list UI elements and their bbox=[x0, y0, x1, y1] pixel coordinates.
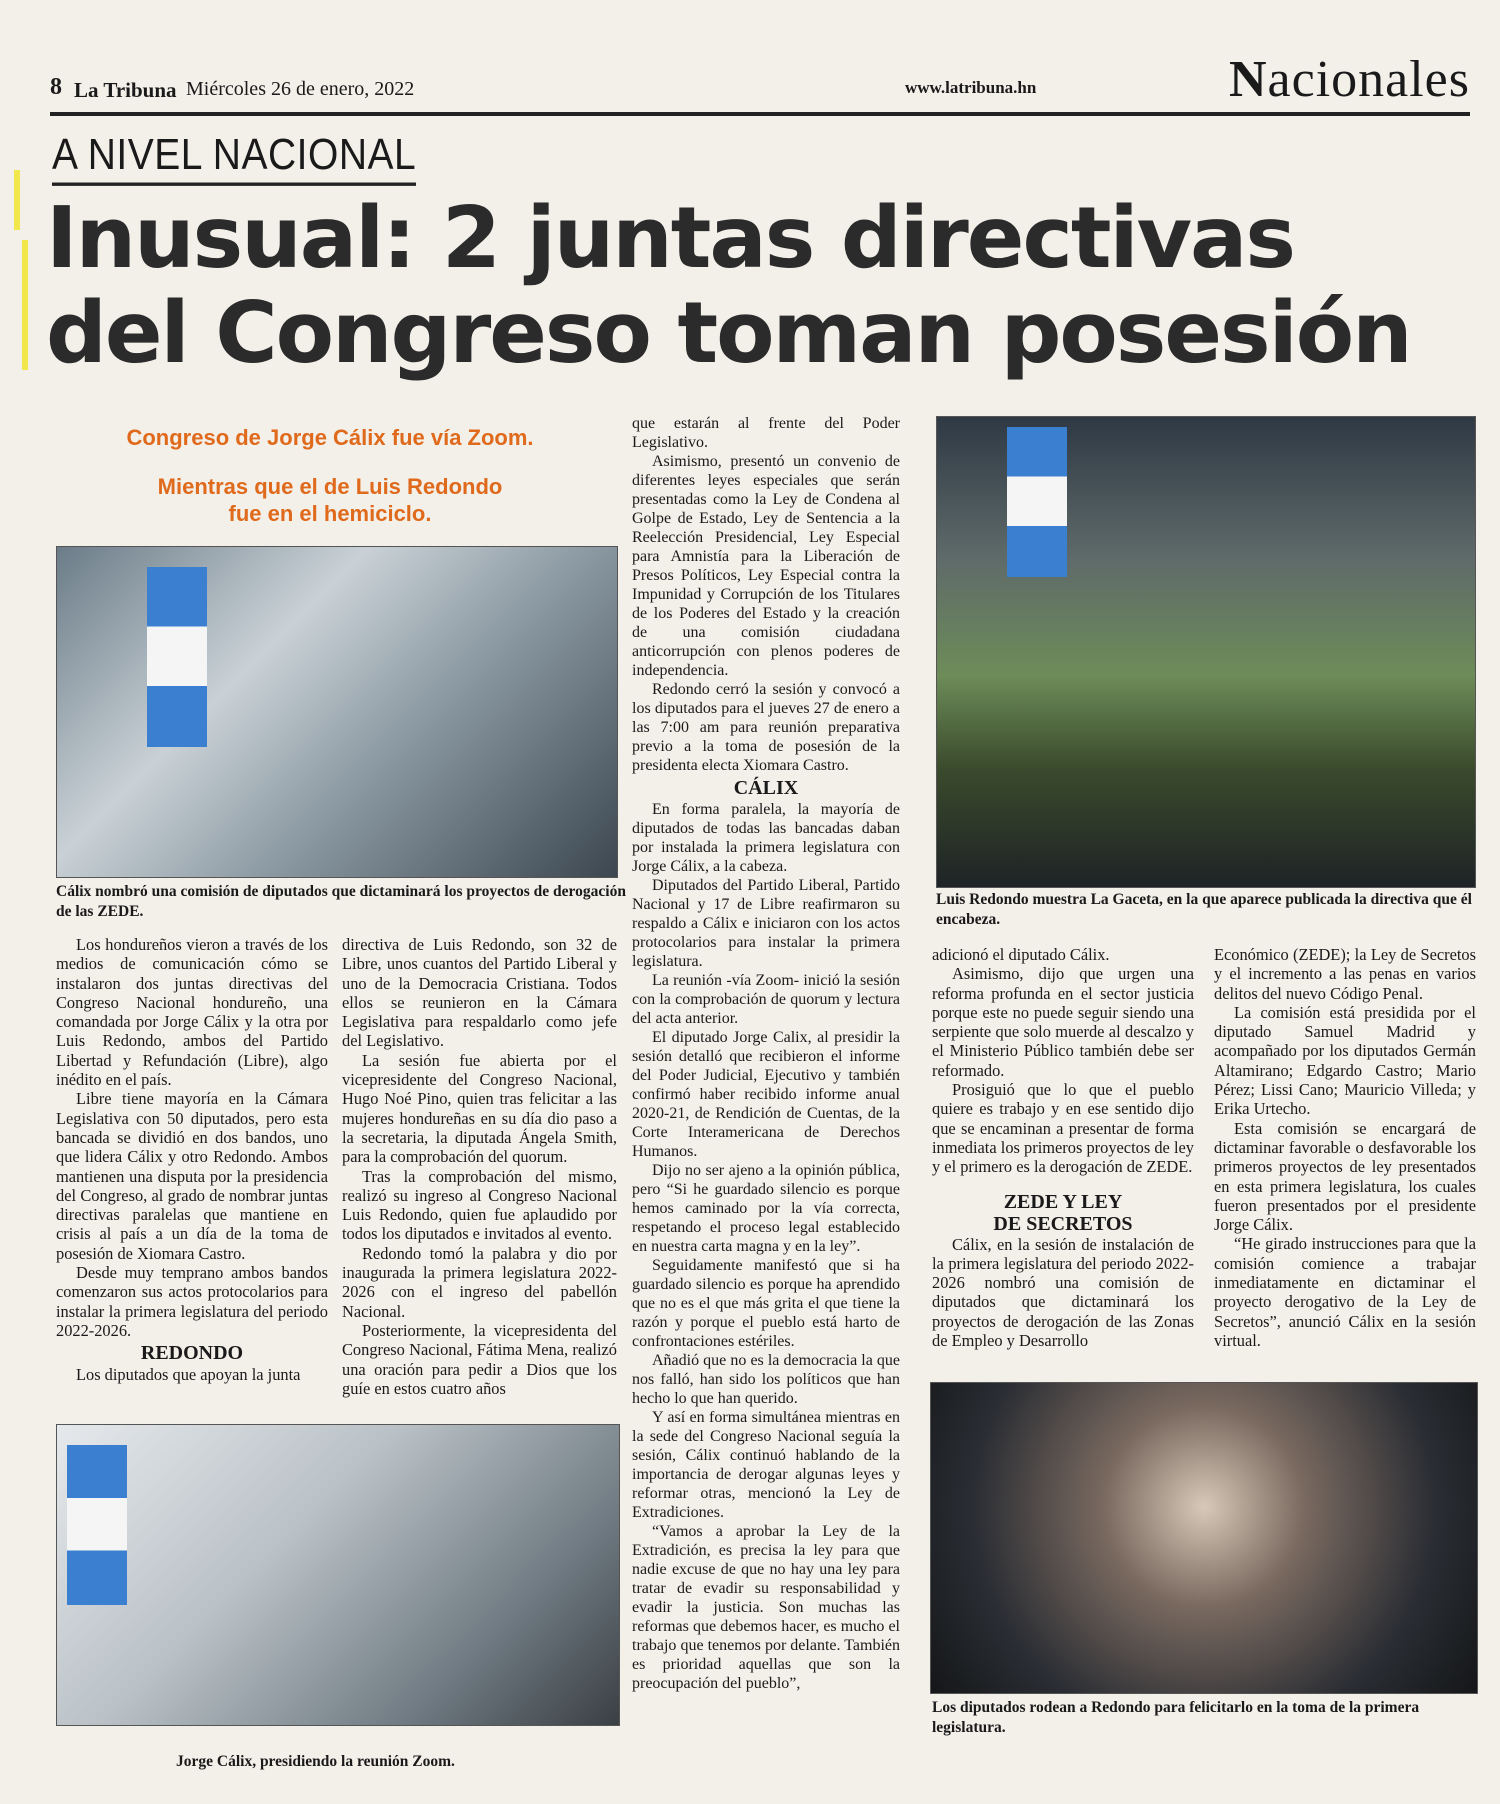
caption-photo-2: Luis Redondo muestra La Gaceta, en la que aparece publicada la directiva que él encabeza. bbox=[936, 891, 1472, 928]
paragraph: Libre tiene mayoría en la Cámara Legislativa con 50 diputados, pero esta bancada se dividió en dos bandos, uno que lidera Cálix y otro Redondo. Ambos mantienen una disputa por la presidencia del Congreso, al grado de nombrar juntas directivas paralelas que mantiene en crisis al país a un día de la toma de posesión de Xiomara Castro. bbox=[56, 1089, 328, 1263]
caption-photo-4: Los diputados rodean a Redondo para felicitarlo en la toma de la primera legislatura. bbox=[932, 1699, 1420, 1736]
subhead-redondo: REDONDO bbox=[140, 1342, 244, 1365]
headline-line-2: del Congreso toman posesión bbox=[46, 284, 1411, 383]
website-url: www.latribuna.hn bbox=[905, 78, 1037, 97]
highlighter-mark bbox=[0, 170, 38, 370]
paragraph: “Vamos a aprobar la Ley de la Extradición, es precisa la ley para que nadie excuse de que no hay una ley para tratar de evadir su responsabilidad y evadir la justicia. Son muchas las reformas que debemos hacer, es mucho el trabajo que tenemos por delante. También es prioridad aquellas que son la preocupación del pueblo”, bbox=[632, 1523, 900, 1692]
subhead-calix: CÁLIX bbox=[733, 777, 799, 799]
page-header bbox=[50, 51, 1470, 108]
paragraph: directiva de Luis Redondo, son 32 de Libre, unos cuantos del Partido Liberal y uno de la Democracia Cristiana. Todos ellos se reunieron en la Cámara Legislativa para respaldarlo como jefe del Legislativo. bbox=[342, 935, 617, 1051]
honduras-flag bbox=[1007, 427, 1067, 577]
caption-photo-1: Cálix nombró una comisión de diputados que dictaminará los proyectos de derogación de las ZEDE. bbox=[56, 883, 626, 920]
header-rule bbox=[50, 112, 1470, 116]
paragraph: Esta comisión se encargará de dictaminar favorable o desfavorable los primeros proyectos de ley presentados en esta primera legislatura, los cuales fueron presentados por el presidente Jorge Cálix. bbox=[1214, 1118, 1476, 1235]
photo-diputados-redondo bbox=[930, 1382, 1478, 1694]
paragraph: que estarán al frente del Poder Legislativo. bbox=[632, 415, 900, 451]
subhead-zede-1: ZEDE Y LEY bbox=[1003, 1190, 1123, 1213]
paragraph: Redondo tomó la palabra y dio por inaugurada la primera legislatura 2022-2026 con el ingreso del pabellón Nacional. bbox=[342, 1243, 617, 1321]
paragraph: Los hondureños vieron a través de los medios de comunicación cómo se instalaron dos juntas directivas del Congreso Nacional hondureño, una comandada por Jorge Cálix y la otra por Luis Redondo, ambos del Partido Libertad y Refundación (Libre), algo inédito en el país. bbox=[56, 935, 328, 1090]
publication-name: La Tribuna bbox=[74, 78, 177, 102]
paragraph: La reunión -vía Zoom- inició la sesión con la comprobación de quorum y lectura del acta anterior. bbox=[632, 972, 900, 1027]
article-column-2 bbox=[342, 935, 617, 1398]
paragraph: Dijo no ser ajeno a la opinión pública, pero “Si he guardado silencio es porque hemos caminado por la vía correcta, respetando el proceso legal establecido en nuestra carta magna y en la ley”. bbox=[632, 1162, 900, 1255]
honduras-flag bbox=[147, 567, 207, 747]
paragraph: adicionó el diputado Cálix. bbox=[932, 945, 1110, 964]
paragraph: Asimismo, dijo que urgen una reforma profunda en el sector justicia porque este no puede seguir siendo una serpiente que solo muerde al descalzo y el Ministerio Público también debe ser reformado. bbox=[932, 964, 1194, 1080]
paragraph: La comisión está presidida por el diputado Samuel Madrid y acompañado por los diputados Germán Altamirano; Edgardo Castro; Mario Pérez; Lissi Cano; Mauricio Villeda; y Erika Urtecho. bbox=[1214, 1002, 1476, 1119]
paragraph: En forma paralela, la mayoría de diputados de todas las bancadas daban por instalada la primera legislatura con Jorge Cálix, a la cabeza. bbox=[632, 801, 900, 875]
issue-date: Miércoles 26 de enero, 2022 bbox=[186, 78, 415, 100]
photo-redondo-gaceta bbox=[936, 416, 1476, 888]
subhead-2-line-b: fue en el hemiciclo. bbox=[228, 501, 432, 526]
paragraph: Tras la comprobación del mismo, realizó su ingreso al Congreso Nacional Luis Redondo, quien fue aplaudido por todos los diputados e invitados al evento. bbox=[342, 1166, 617, 1244]
headline bbox=[46, 191, 1476, 381]
paragraph: Y así en forma simultánea mientras en la sede del Congreso Nacional seguía la sesión, Cálix continuó hablando de la importancia de derogar algunas leyes y reformar otras, mencionó la Ley de Extradiciones. bbox=[632, 1409, 900, 1521]
paragraph: Los diputados que apoyan la junta bbox=[76, 1365, 301, 1385]
paragraph: Añadió que no es la democracia la que nos falló, han sido los políticos que han hecho lo que han querido. bbox=[632, 1352, 900, 1407]
subhead-1: Congreso de Jorge Cálix fue vía Zoom. bbox=[126, 425, 534, 450]
page-number: 8 bbox=[50, 74, 62, 100]
article-column-3 bbox=[632, 414, 900, 1693]
photo-calix-zoom bbox=[56, 1424, 620, 1726]
paragraph: Prosiguió que lo que el pueblo quiere es trabajo y en ese sentido dijo que se encaminan a presentar de forma inmediata los primeros proyectos de ley y el primero es la derogación de ZEDE. bbox=[932, 1080, 1194, 1177]
section-title: Nacionales bbox=[1228, 51, 1470, 108]
paragraph: Seguidamente manifestó que si ha guardado silencio es porque ha aprendido que no es el que más grita el que tiene la razón y porque el pueblo está harto de confrontaciones estériles. bbox=[632, 1257, 900, 1350]
caption-photo-3: Jorge Cálix, presidiendo la reunión Zoom. bbox=[176, 1753, 455, 1770]
photo-calix-commission bbox=[56, 546, 618, 878]
subhead-2 bbox=[70, 473, 590, 527]
article-column-4 bbox=[932, 945, 1194, 1350]
subhead-zede-2: DE SECRETOS bbox=[993, 1212, 1133, 1235]
paragraph: Económico (ZEDE); la Ley de Secretos y el incremento a las penas en varios delitos del nuevo Código Penal. bbox=[1214, 945, 1476, 1003]
kicker: A NIVEL NACIONAL bbox=[52, 131, 416, 186]
headline-line-1: Inusual: 2 juntas directivas bbox=[46, 189, 1294, 288]
paragraph: Redondo cerró la sesión y convocó a los diputados para el jueves 27 de enero a las 7:00 am para reunión preparativa previo a la toma de posesión de la presidenta electa Xiomara Castro. bbox=[632, 681, 900, 774]
paragraph: “He girado instrucciones para que la comisión comience a trabajar inmediatamente en dictaminar el proyecto derogativo de la Ley de Secretos”, anunció Cálix en la sesión virtual. bbox=[1214, 1234, 1476, 1350]
paragraph: Asimismo, presentó un convenio de diferentes leyes especiales que serán presentadas como la Ley de Condena al Golpe de Estado, Ley de Sentencia a la Reelección Presidencial, Ley Especial para Amnistía para la Liberación de Presos Políticos, Ley Especial contra la Impunidad y Corrupción de los Titulares de los Poderes del Estado y la creación de una comisión ciudadana anticorrupción con plenos poderes de independencia. bbox=[632, 453, 900, 679]
paragraph: Posteriormente, la vicepresidenta del Congreso Nacional, Fátima Mena, realizó una oración para pedir a Dios que los guíe en estos cuatro años bbox=[342, 1320, 617, 1398]
article-column-5 bbox=[1214, 945, 1476, 1350]
paragraph: Cálix, en la sesión de instalación de la primera legislatura del periodo 2022-2026 nombró una comisión de diputados que dictaminará los proyectos de derogación de las Zonas de Empleo y Desarrollo bbox=[932, 1234, 1194, 1351]
paragraph: La sesión fue abierta por el vicepresidente del Congreso Nacional, Hugo Noé Pino, quien tras felicitar a las mujeres hondureñas en su día dio paso a la secretaria, la diputada Ángela Smith, para la comprobación del quorum. bbox=[342, 1050, 617, 1167]
paragraph: El diputado Jorge Calix, al presidir la sesión detalló que recibieron el informe del Poder Judicial, Ejecutivo y también confirmó haber recibido informe anual 2020-21, de Rendición de Cuentas, de la Corte Interamericana de Derechos Humanos. bbox=[632, 1029, 900, 1160]
paragraph: Desde muy temprano ambos bandos comenzaron sus actos protocolarios para instalar la primera legislatura del periodo 2022-2026. bbox=[56, 1263, 328, 1340]
honduras-flag bbox=[67, 1445, 127, 1605]
paragraph: Diputados del Partido Liberal, Partido Nacional y 17 de Libre reafirmaron su respaldo a Cálix e iniciaron con los actos protocolarios para instalar la primera legislatura. bbox=[632, 877, 900, 970]
article-column-1 bbox=[56, 935, 328, 1385]
subhead-2-line-a: Mientras que el de Luis Redondo bbox=[157, 474, 503, 499]
